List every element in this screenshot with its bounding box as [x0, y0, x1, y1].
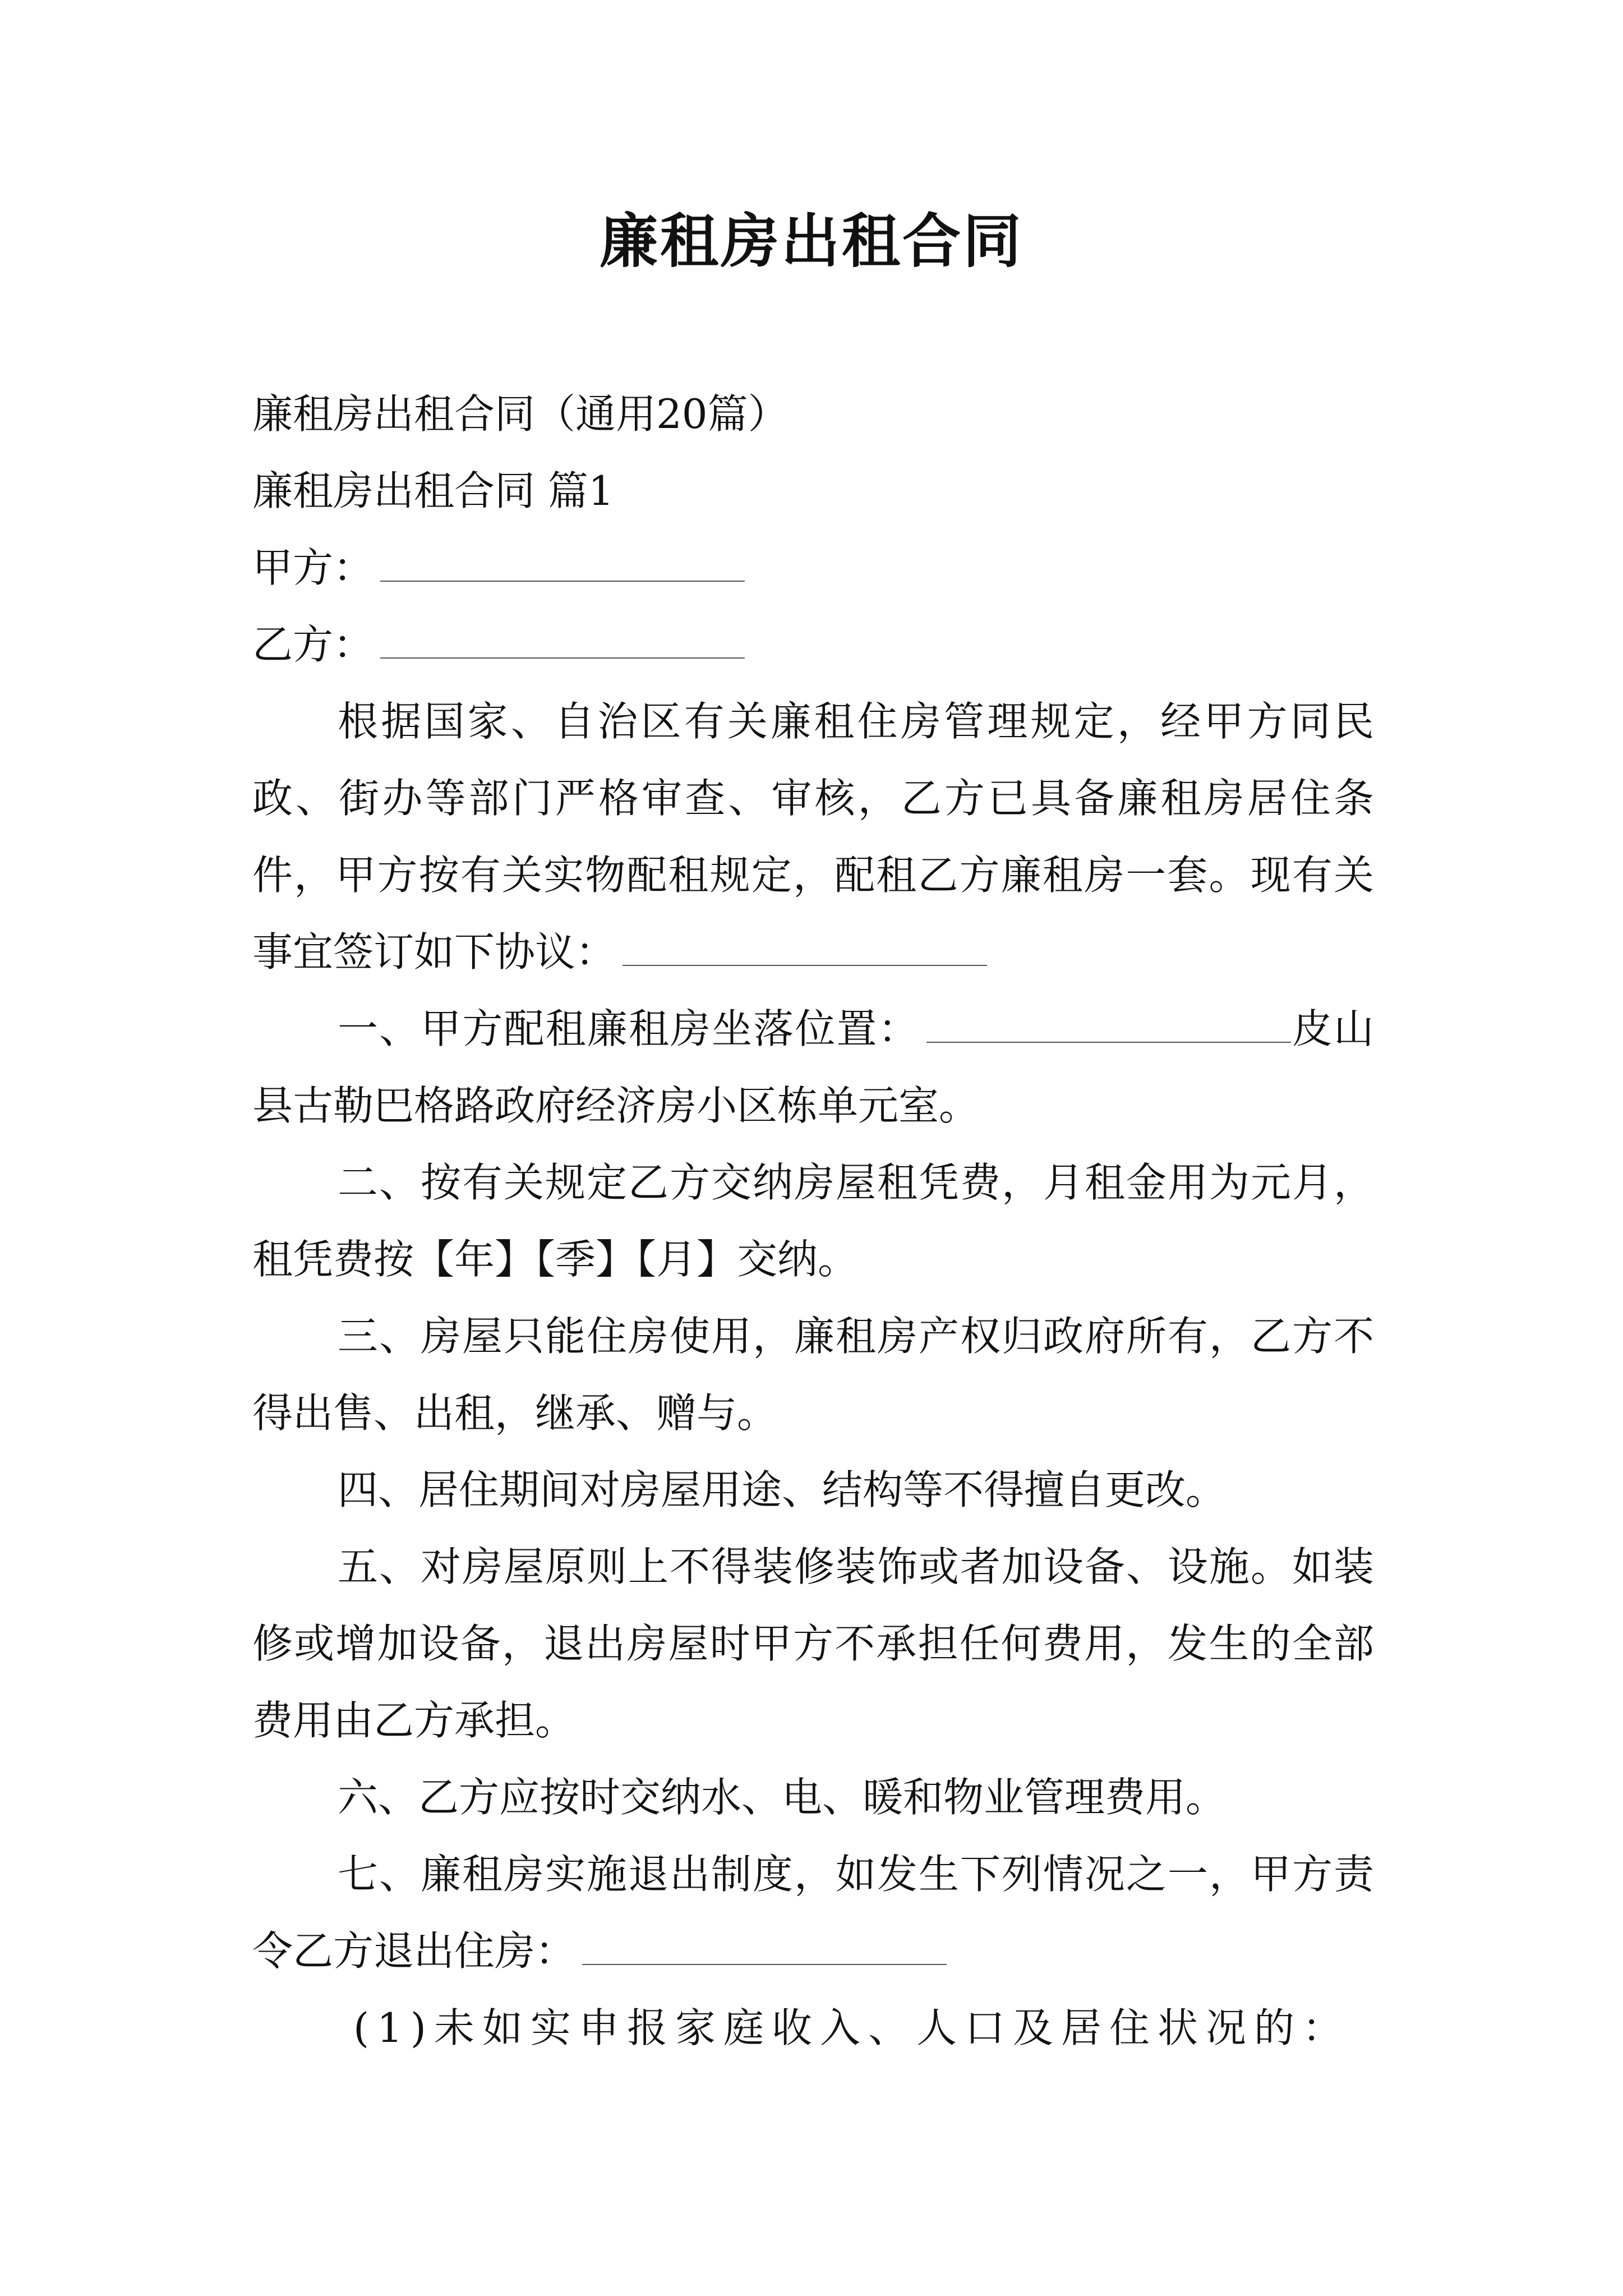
clause-1-suffix: 皮山县古勒巴格路政府经济房小区栋单元室。: [252, 1005, 1374, 1129]
party-b-line: [252, 606, 1374, 683]
party-a-label: 甲方：: [252, 544, 374, 591]
clause-5: 五、对房屋原则上不得装修装饰或者加设备、设施。如装修或增加设备，退出房屋时甲方不承担任何费用，发生的全部费用由乙方承担。: [252, 1543, 1374, 1744]
clause-7-blank: [582, 1930, 947, 1965]
clause-4: 四、居住期间对房屋用途、结构等不得擅自更改。: [338, 1466, 1227, 1513]
party-a-line: [252, 530, 1374, 606]
clause-7-item-1: (1)未如实申报家庭收入、人口及居住状况的：: [353, 2004, 1350, 2051]
document-subtitle: 廉租房出租合同（通用20篇）: [252, 390, 789, 438]
clause-1: [252, 991, 1374, 1144]
intro-text: 根据国家、自治区有关廉租住房管理规定，经甲方同民政、街办等部门严格审查、审核，乙方已具备廉租房居住条件，甲方按有关实物配租规定，配租乙方廉租房一套。现有关事宜签订如下协议：: [252, 698, 1374, 976]
document-body: [252, 376, 1374, 2067]
party-b-blank: [380, 624, 745, 659]
clause-7-text: 七、廉租房实施退出制度，如发生下列情况之一，甲方责令乙方退出住房：: [252, 1851, 1374, 1975]
clause-1-prefix: 一、甲方配租廉租房坐落位置：: [338, 1005, 920, 1052]
party-a-blank: [380, 547, 745, 582]
party-b-label: 乙方：: [252, 621, 374, 668]
intro-blank: [623, 931, 987, 966]
clause-3: 三、房屋只能住房使用，廉租房产权归政府所有，乙方不得出售、出租，继承、赠与。: [252, 1313, 1374, 1437]
section-heading: 廉租房出租合同 篇1: [252, 467, 614, 514]
document-title: 廉租房出租合同: [599, 207, 1023, 275]
clause-6: 六、乙方应按时交纳水、电、暖和物业管理费用。: [338, 1774, 1227, 1821]
clause-2: 二、按有关规定乙方交纳房屋租凭费，月租金用为元月，租凭费按【年】【季】【月】交纳。: [252, 1159, 1374, 1283]
clause-1-blank: [926, 1008, 1291, 1043]
clause-7: [252, 1836, 1374, 1990]
intro-paragraph: [252, 683, 1374, 991]
